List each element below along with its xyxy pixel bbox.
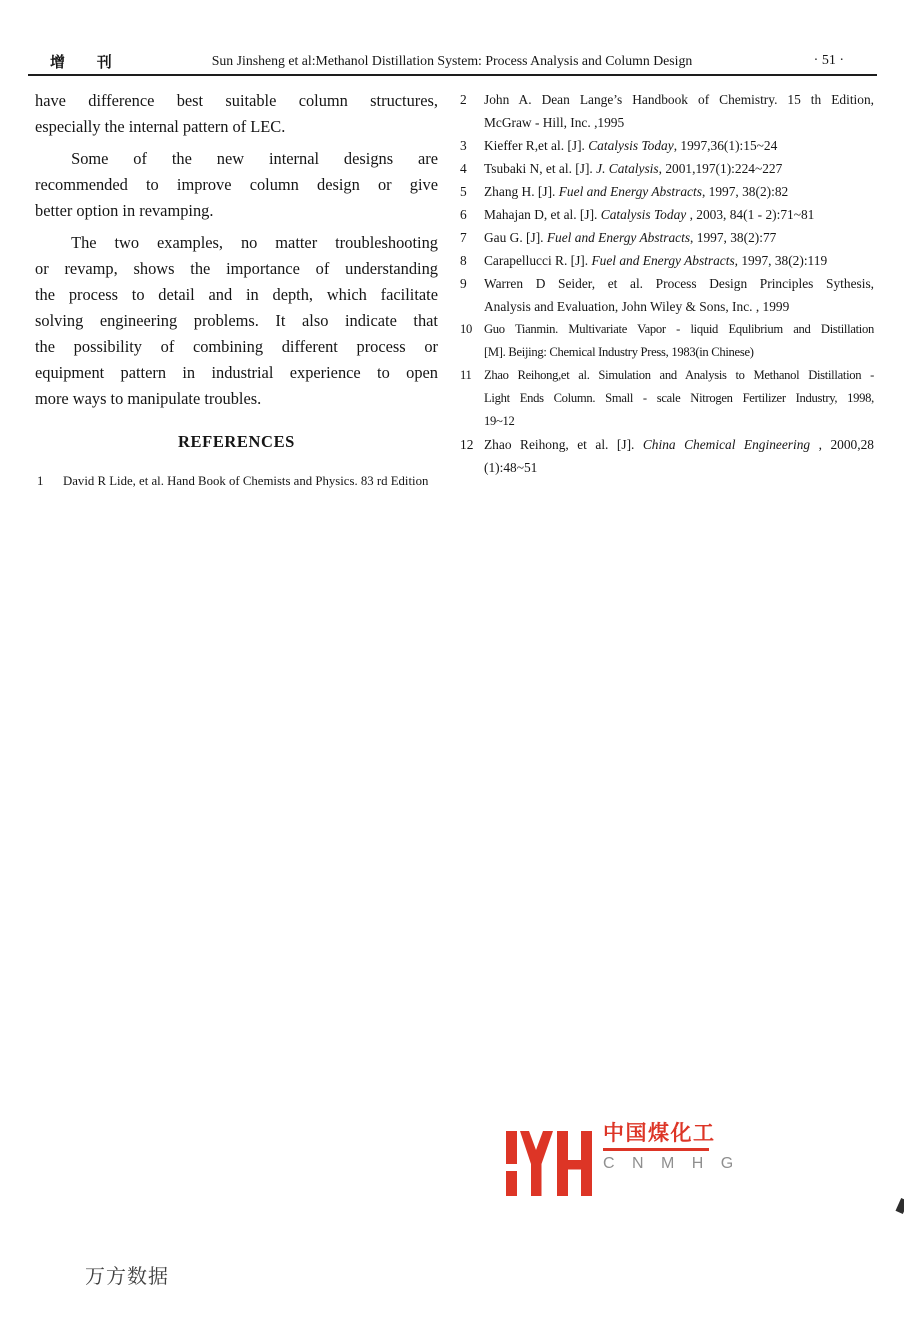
text-line: have difference best suitable column structures, <box>35 91 438 110</box>
text-line: or revamp, shows the importance of understanding <box>35 259 438 278</box>
reference-text: Warren D Seider, et al. Process Design Principles Sythesis, <box>484 276 874 291</box>
reference-line <box>484 433 874 456</box>
reference-number: 4 <box>460 161 467 176</box>
reference-number: 7 <box>460 230 467 245</box>
reference-number: 9 <box>460 276 467 291</box>
reference-text: Zhao Reihong,et al. Simulation and Analysis to Methanol Distillation - <box>484 368 874 382</box>
reference-text: Light Ends Column. Small - scale Nitrogen Fertilizer Industry, 1998, <box>484 391 874 405</box>
logo-underline <box>603 1148 709 1151</box>
reference-text: Analysis and Evaluation, John Wiley & Sons, Inc. , 1999 <box>484 299 790 314</box>
reference-number: 12 <box>460 437 474 452</box>
reference-item <box>457 272 874 318</box>
body-paragraph <box>35 230 438 412</box>
reference-number: 8 <box>460 253 467 268</box>
publisher-logo <box>506 1122 740 1196</box>
header-divider-rule <box>28 74 877 76</box>
reference-line <box>484 180 874 203</box>
logo-latin-abbreviation: C N M H G <box>603 1155 740 1172</box>
journal-title: Fuel and Energy Abstracts <box>558 184 702 199</box>
reference-item <box>457 318 874 364</box>
reference-item <box>457 203 874 226</box>
reference-line <box>484 88 874 111</box>
text-line: more ways to manipulate troubles. <box>35 389 262 408</box>
reference-number: 2 <box>460 92 467 107</box>
reference-item <box>457 249 874 272</box>
reference-item <box>457 88 874 134</box>
reference-text: (1):48~51 <box>484 460 538 475</box>
references-list <box>457 88 874 479</box>
reference-text: , 2001,197(1):224~227 <box>658 161 783 176</box>
body-paragraph <box>35 88 438 140</box>
reference-item <box>457 364 874 433</box>
reference-line <box>484 203 874 226</box>
reference-text: Gau G. [J]. <box>484 230 547 245</box>
journal-title: Catalysis Today <box>588 138 674 153</box>
reference-text: John A. Dean Lange’s Handbook of Chemistry. 15 th Edition, <box>484 92 874 107</box>
body-paragraph <box>35 146 438 224</box>
reference-text: , 2000,28 <box>810 437 874 452</box>
text-line: equipment pattern in industrial experience to open <box>35 363 438 382</box>
text-line: The two examples, no matter troubleshooting <box>71 233 438 252</box>
scan-artifact <box>895 1198 904 1214</box>
journal-title: Fuel and Energy Abstracts <box>591 253 735 268</box>
reference-text: McGraw - Hill, Inc. ,1995 <box>484 115 625 130</box>
reference-line <box>484 134 874 157</box>
body-paragraphs <box>35 88 438 412</box>
reference-text: Tsubaki N, et al. [J]. <box>484 161 597 176</box>
text-line: solving engineering problems. It also indicate that <box>35 311 438 330</box>
logo-text-block <box>603 1122 740 1173</box>
reference-number: 11 <box>460 368 472 382</box>
reference-text: [M]. Beijing: Chemical Industry Press, 1983(in Chinese) <box>484 345 754 359</box>
reference-line <box>484 249 874 272</box>
right-column <box>457 88 874 479</box>
reference-text: 19~12 <box>484 414 515 428</box>
reference-line <box>484 410 874 433</box>
text-line: Some of the new internal designs are <box>71 149 438 168</box>
reference-text: , 1997, 38(2):119 <box>734 253 828 268</box>
reference-text: David R Lide, et al. Hand Book of Chemists and Physics. 83 rd Edition <box>63 474 429 488</box>
reference-line <box>484 272 874 295</box>
reference-line <box>484 318 874 341</box>
reference-number: 1 <box>37 474 44 488</box>
reference-item <box>457 180 874 203</box>
reference-item <box>35 471 438 491</box>
reference-line <box>484 111 874 134</box>
mh-monogram-icon <box>506 1131 593 1196</box>
reference-line <box>484 226 874 249</box>
reference-text: Mahajan D, et al. [J]. <box>484 207 601 222</box>
reference-number: 10 <box>460 322 472 336</box>
reference-line <box>484 157 874 180</box>
reference-item <box>457 157 874 180</box>
text-line: the possibility of combining different process or <box>35 337 438 356</box>
reference-text: , 2003, 84(1 - 2):71~81 <box>686 207 815 222</box>
reference-text: , 1997, 38(2):77 <box>690 230 777 245</box>
header-page-number: · 51 · <box>813 53 844 68</box>
reference-line <box>484 387 874 410</box>
left-column <box>35 88 438 491</box>
text-line: especially the internal pattern of LEC. <box>35 117 286 136</box>
references-heading: REFERENCES <box>178 432 295 451</box>
reference-number: 5 <box>460 184 467 199</box>
reference-text: Guo Tianmin. Multivariate Vapor - liquid Equlibrium and Distillation <box>484 322 874 336</box>
journal-title: China Chemical Engineering <box>642 437 811 452</box>
wanfang-watermark: 万方数据 <box>85 1264 169 1288</box>
logo-chinese-name: 中国煤化工 <box>603 1122 716 1145</box>
reference-text: Zhang H. [J]. <box>484 184 559 199</box>
reference-text: Kieffer R,et al. [J]. <box>484 138 589 153</box>
text-line: better option in revamping. <box>35 201 214 220</box>
reference-line <box>484 341 874 364</box>
text-line: recommended to improve column design or give <box>35 175 438 194</box>
journal-title: Catalysis Today <box>600 207 687 222</box>
header-running-title: Sun Jinsheng et al:Methanol Distillation System: Process Analysis and Column Design <box>211 53 693 68</box>
reference-text: Carapellucci R. [J]. <box>484 253 592 268</box>
reference-item <box>457 433 874 479</box>
reference-text: Zhao Reihong, et al. [J]. <box>484 437 643 452</box>
reference-number: 6 <box>460 207 467 222</box>
reference-line <box>484 364 874 387</box>
reference-item <box>457 134 874 157</box>
reference-text: , 1997,36(1):15~24 <box>673 138 778 153</box>
header-issue-label: 增 刊 <box>50 55 126 71</box>
reference-line <box>484 456 874 479</box>
reference-item <box>457 226 874 249</box>
journal-title: Fuel and Energy Abstracts <box>546 230 691 245</box>
reference-line <box>484 295 874 318</box>
reference-number: 3 <box>460 138 467 153</box>
text-line: the process to detail and in depth, which facilitate <box>35 285 438 304</box>
reference-text: , 1997, 38(2):82 <box>701 184 789 199</box>
journal-title: J. Catalysis <box>596 161 659 176</box>
